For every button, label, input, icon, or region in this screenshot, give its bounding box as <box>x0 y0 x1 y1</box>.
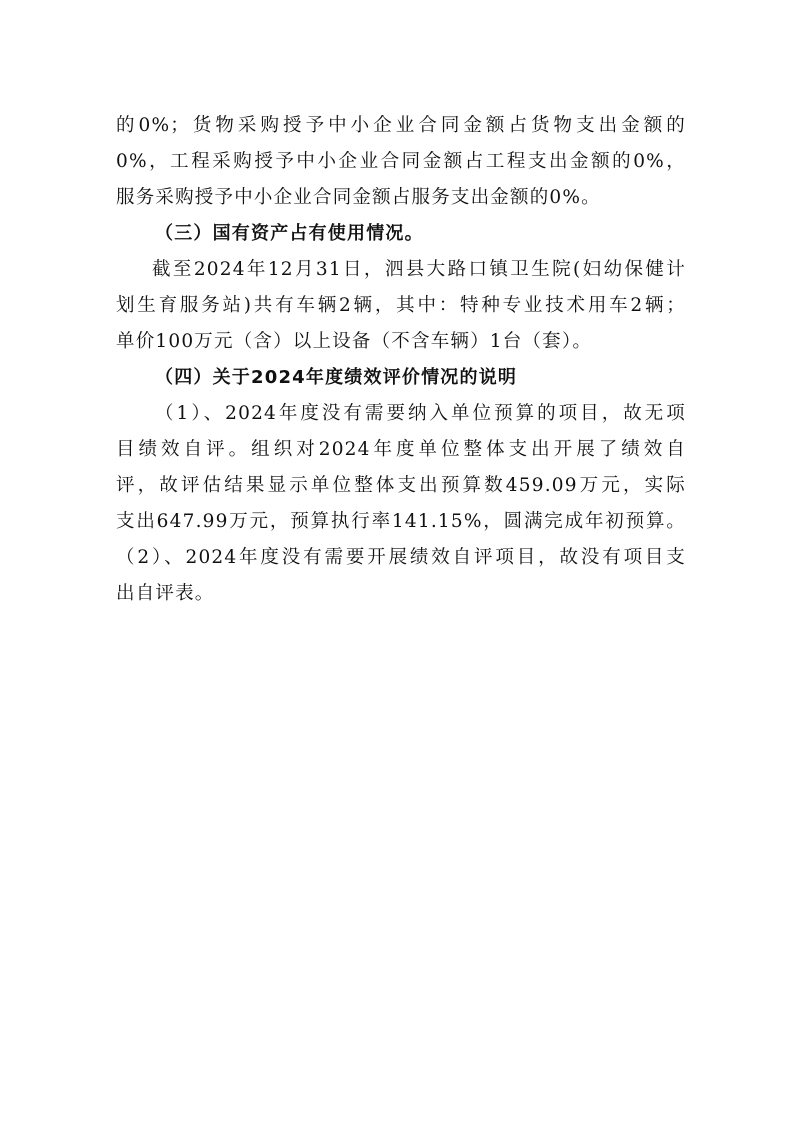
body-text-line: 评，故评估结果显示单位整体支出预算数459.09万元，实际 <box>116 475 686 496</box>
body-text-line: 0%，工程采购授予中小企业合同金额占工程支出金额的0%， <box>116 151 686 172</box>
body-text-line: 服务采购授予中小企业合同金额占服务支出金额的0%。 <box>116 187 601 208</box>
body-text-line: 划生育服务站)共有车辆2辆，其中：特种专业技术用车2辆； <box>116 295 686 316</box>
body-text-line: 支出647.99万元，预算执行率141.15%，圆满完成年初预算。 <box>116 511 686 532</box>
body-text-line: 单价100万元（含）以上设备（不含车辆）1台（套）。 <box>116 331 593 352</box>
body-text-line: 目绩效自评。组织对2024年度单位整体支出开展了绩效自 <box>116 439 686 460</box>
body-text-line: （2）、2024年度没有需要开展绩效自评项目，故没有项目支 <box>116 547 686 568</box>
body-text-line: （1）、2024年度没有需要纳入单位预算的项目，故无项 <box>155 403 686 424</box>
body-text-line: 截至2024年12月31日，泗县大路口镇卫生院(妇幼保健计 <box>152 259 686 280</box>
section-heading: （四）关于2024年度绩效评价情况的说明 <box>155 367 518 388</box>
body-text-line: 出自评表。 <box>116 583 215 604</box>
section-heading: （三）国有资产占有使用情况。 <box>155 223 424 244</box>
body-text-line: 的0%；货物采购授予中小企业合同金额占货物支出金额的 <box>116 115 686 136</box>
